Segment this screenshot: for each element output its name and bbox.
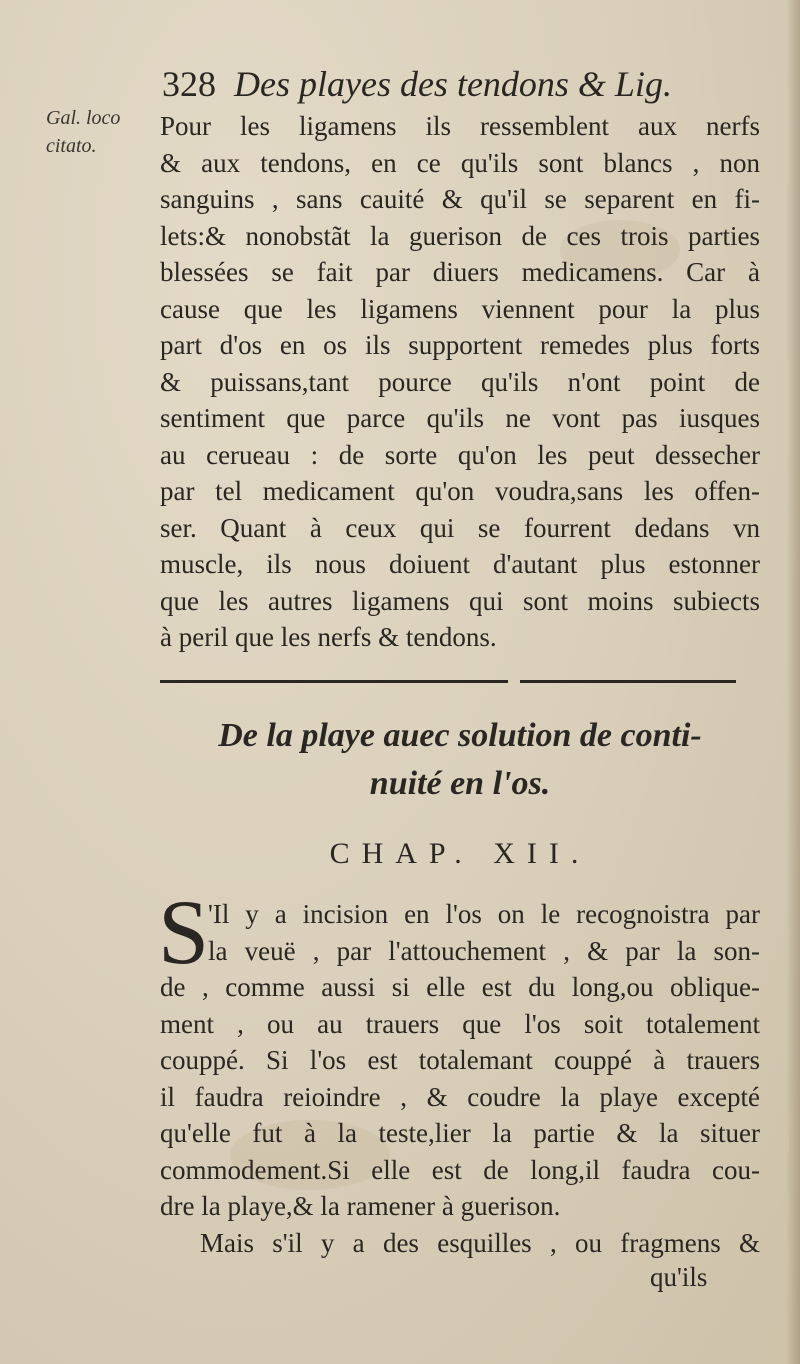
catchword: qu'ils <box>650 1262 708 1292</box>
text-line: blessées se fait par diuers medicamens. Car à <box>160 257 760 287</box>
text-line: commodement.Si elle est de long,il faudra cou- <box>160 1154 760 1185</box>
text-line: Mais s'il y a des esquilles , ou fragmens & <box>200 1227 760 1258</box>
running-title: Des playes des tendons & Lig. <box>234 64 672 104</box>
text-line: de , comme aussi si elle est du long,ou oblique- <box>160 972 760 1002</box>
text-line: qu'elle fut à la teste,lier la partie & la situer <box>160 1118 760 1148</box>
text-line: il faudra reioindre , & coudre la playe excepté <box>160 1081 760 1112</box>
text-line: ment , ou au trauers que l'os soit totalement <box>160 1008 760 1039</box>
text-line: dre la playe,& la ramener à guerison. <box>160 1191 561 1221</box>
text-line: & aux tendons, en ce qu'ils sont blancs , non <box>160 147 760 178</box>
text-line: sentiment que parce qu'ils ne vont pas iusques <box>160 403 760 433</box>
text-line: & puissans,tant pource qu'ils n'ont point de <box>160 366 760 397</box>
text-line: 'Il y a incision en l'os on le recognoistra par <box>208 899 760 929</box>
section-title <box>160 712 760 808</box>
text-line: au cerueau : de sorte qu'on les peut dessecher <box>160 439 760 470</box>
section-title-line: nuité en l'os. <box>369 765 551 802</box>
paragraph-bone-wound <box>160 896 760 1261</box>
running-header <box>162 60 762 108</box>
page-number: 328 <box>162 64 216 104</box>
text-line: que les autres ligamens qui sont moins subiects <box>160 585 760 616</box>
text-line: la veuë , par l'attouchement , & par la son- <box>208 935 760 966</box>
text-line: muscle, ils nous doiuent d'autant plus estonner <box>160 549 760 579</box>
text-line: Pour les ligamens ils ressemblent aux nerfs <box>160 111 760 141</box>
text-line: cause que les ligamens viennent pour la plus <box>160 293 760 324</box>
text-line: à peril que les nerfs & tendons. <box>160 622 497 652</box>
section-divider <box>520 680 736 683</box>
text-line: par tel medicament qu'on voudra,sans les offen- <box>160 476 760 506</box>
marginal-note-line: citato. <box>46 135 97 157</box>
text-line: couppé. Si l'os est totalemant couppé à trauers <box>160 1045 760 1075</box>
section-divider <box>160 680 508 683</box>
paragraph-ligaments <box>160 108 760 656</box>
section-title-line: De la playe auec solution de conti- <box>218 717 702 754</box>
text-line: lets:& nonobstãt la guerison de ces trois parties <box>160 220 760 251</box>
text-line: ser. Quant à ceux qui se fourrent dedans vn <box>160 512 760 543</box>
marginal-note-line: Gal. loco <box>46 107 121 129</box>
chapter-heading: CHAP. XII. <box>329 837 591 870</box>
text-line: sanguins , sans cauité & qu'il se separent en fi- <box>160 184 760 214</box>
marginal-note <box>46 104 146 160</box>
drop-cap: S <box>158 881 210 983</box>
text-line: part d'os en os ils supportent remedes plus forts <box>160 330 760 360</box>
page-edge-shadow <box>786 0 800 1364</box>
